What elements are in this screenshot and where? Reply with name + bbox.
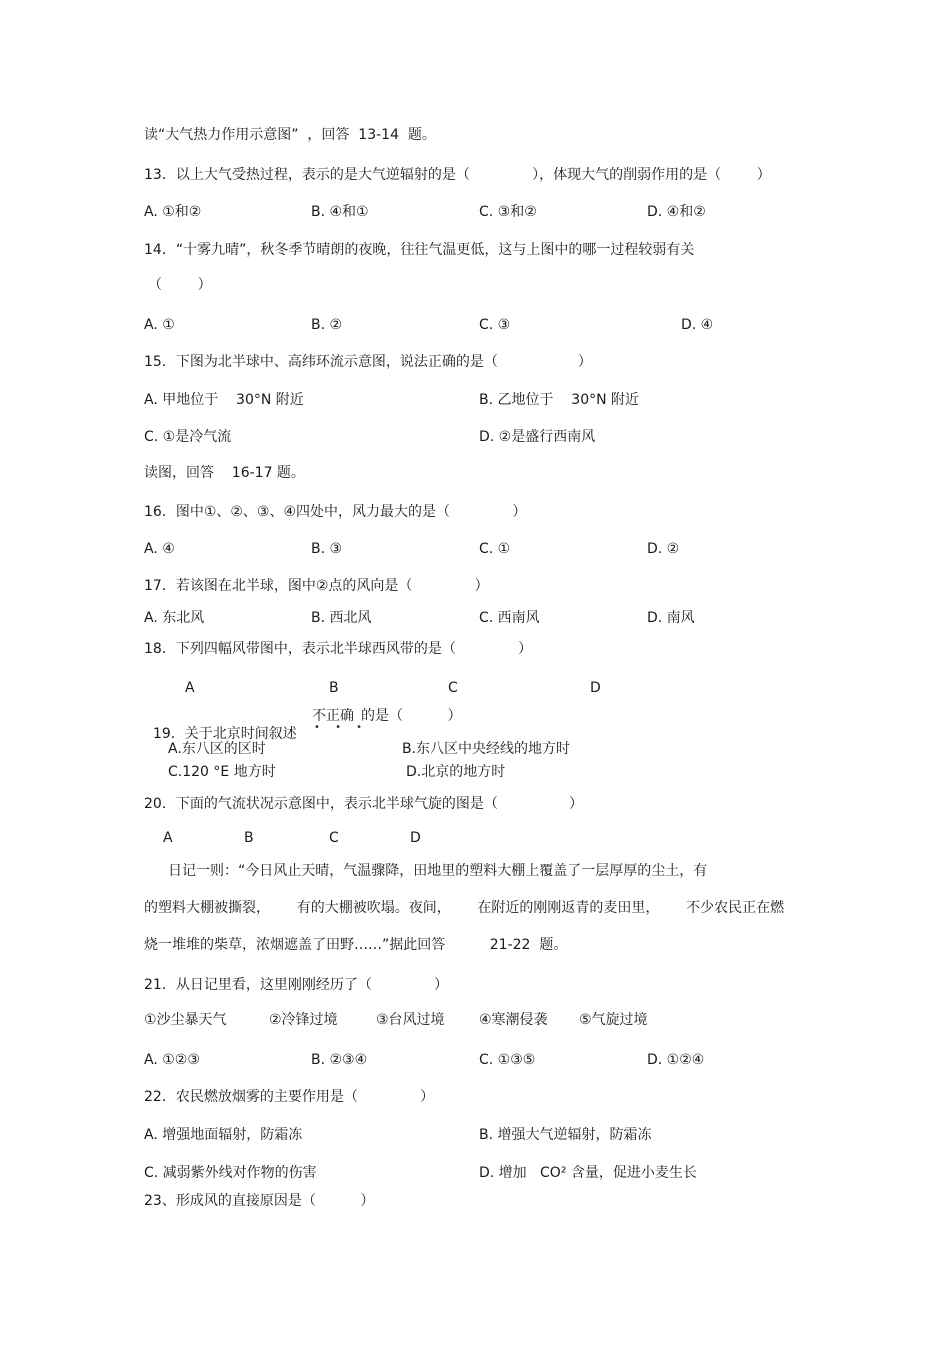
question-18-figure-label-b: B [329,680,339,696]
question-21-option-b: B. ②③④ [311,1052,368,1068]
question-22-option-b: B. 增强大气逆辐射，防霜冻 [479,1127,652,1143]
question-20-stem: 20．下面的气流状况示意图中，表示北半球气旋的图是（ ） [144,796,584,812]
question-13-option-a: A. ①和② [144,204,202,220]
question-20-figure-label-d: D [410,830,421,846]
question-18-figure-label-c: C [448,680,458,696]
question-21-item-4: ④寒潮侵袭 [479,1012,548,1028]
question-19-stem-part-1: 19．关于北京时间叙述 [152,726,297,742]
question-21-stem: 21．从日记里看，这里刚刚经历了（ ） [144,977,449,993]
question-21-item-1: ①沙尘暴天气 [144,1012,227,1028]
question-21-option-d: D. ①②④ [647,1052,705,1068]
question-14-option-d: D. ④ [681,317,714,333]
question-14-paren: （ ） [148,277,212,293]
question-16-option-d: D. ② [647,541,680,557]
question-13-option-c: C. ③和② [479,204,537,220]
question-21-item-5: ⑤气旋过境 [579,1012,648,1028]
question-17-option-a: A. 东北风 [144,610,205,626]
question-22-stem: 22．农民燃放烟雾的主要作用是（ ） [144,1089,435,1105]
question-17-option-c: C. 西南风 [479,610,540,626]
question-21-option-a: A. ①②③ [144,1052,200,1068]
question-15-option-d: D. ②是盛行西南风 [479,429,596,445]
question-22-option-d: D. 增加 CO² 含量，促进小麦生长 [479,1165,697,1181]
question-21-item-3: ③台风过境 [376,1012,445,1028]
question-14-option-a: A. ① [144,317,175,333]
question-19-stem-part-3: 的是（ ） [361,708,462,724]
question-18-figure-label-d: D [590,680,601,696]
question-13-option-b: B. ④和① [311,204,369,220]
question-19-option-b: B.东八区中央经线的地方时 [402,741,571,757]
diary-line-1: 日记一则：“今日风止天晴，气温骤降，田地里的塑料大棚上覆盖了一层厚厚的尘土，有 [168,863,708,879]
question-16-option-c: C. ① [479,541,511,557]
question-15-stem: 15．下图为北半球中、高纬环流示意图，说法正确的是（ ） [144,354,592,370]
question-21-item-2: ②冷锋过境 [269,1012,338,1028]
question-19-stem [144,707,297,743]
question-17-option-b: B. 西北风 [311,610,372,626]
question-14-stem: 14．“十雾九晴”，秋冬季节晴朗的夜晚，往往气温更低，这与上图中的哪一过程较弱有关 [144,242,695,258]
question-15-option-b: B. 乙地位于 30°N 附近 [479,392,640,408]
diary-line-2: 的塑料大棚被撕裂， 有的大棚被吹塌。夜间， 在附近的刚刚返青的麦田里， 不少农民正在燃 [144,900,785,916]
question-19-emphasis-dots: • • • [314,722,369,733]
question-15-option-a: A. 甲地位于 30°N 附近 [144,392,304,408]
question-18-stem: 18．下列四幅风带图中，表示北半球西风带的是（ ） [144,641,533,657]
question-21-option-c: C. ①③⑤ [479,1052,536,1068]
question-14-option-b: B. ② [311,317,343,333]
question-16-option-a: A. ④ [144,541,175,557]
question-19-emphasis: 不正确 [312,708,354,724]
diary-line-3: 烧一堆堆的柴草，浓烟遮盖了田野……”据此回答 21-22 题。 [144,937,568,953]
question-13-stem: 13．以上大气受热过程，表示的是大气逆辐射的是（ ），体现大气的削弱作用的是（ ） [144,167,771,183]
question-15-option-c: C. ①是冷气流 [144,429,232,445]
question-19-option-c: C.120 °E 地方时 [168,764,276,780]
question-16-stem: 16．图中①、②、③、④四处中，风力最大的是（ ） [144,504,527,520]
question-19-option-d: D.北京的地方时 [406,764,506,780]
question-18-figure-label-a: A [185,680,195,696]
question-22-option-a: A. 增强地面辐射，防霜冻 [144,1127,303,1143]
question-23-stem: 23、形成风的直接原因是（ ） [144,1193,375,1209]
question-20-figure-label-b: B [244,830,254,846]
question-20-figure-label-a: A [163,830,173,846]
question-22-option-c: C. 减弱紫外线对作物的伤害 [144,1165,317,1181]
question-20-figure-label-c: C [329,830,339,846]
question-17-option-d: D. 南风 [647,610,695,626]
intro-13-14: 读“大气热力作用示意图” ，回答 13-14 题。 [144,127,436,143]
question-17-stem: 17．若该图在北半球，图中②点的风向是（ ） [144,578,489,594]
question-14-option-c: C. ③ [479,317,511,333]
question-19-option-a: A.东八区的区时 [168,741,266,757]
question-16-option-b: B. ③ [311,541,343,557]
intro-16-17: 读图，回答 16-17 题。 [144,465,305,481]
question-13-option-d: D. ④和② [647,204,706,220]
